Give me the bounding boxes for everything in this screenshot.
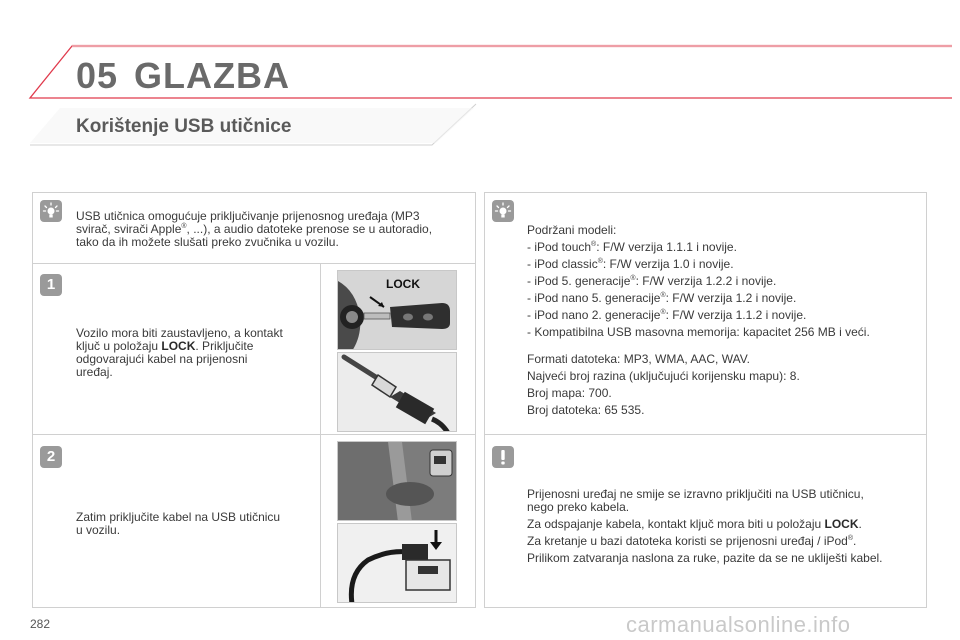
step-1-line-1: Vozilo mora biti zaustavljeno, a kontakt <box>76 326 283 340</box>
intro-line-2a: svirač, svirači Apple <box>76 222 182 236</box>
registered-mark: ® <box>660 292 666 299</box>
usb-socket-illustration <box>337 523 457 603</box>
warning-line-3a: Za odspajanje kabela, kontakt ključ mora biti u položaju <box>527 517 825 531</box>
folders-line: Broj mapa: 700. <box>527 386 612 400</box>
models-item <box>527 275 870 288</box>
step-1-line-3: odgovarajući kabel na prijenosni <box>76 352 248 366</box>
step-1-badge: 1 <box>40 274 62 296</box>
step-2-text <box>76 511 280 537</box>
formats-line: Formati datoteka: MP3, WMA, AAC, WAV. <box>527 352 750 366</box>
models-item <box>527 241 870 254</box>
max-levels-line: Najveći broj razina (uključujući korijensku mapu): 8. <box>527 369 800 383</box>
chapter-number: 05 <box>76 55 119 96</box>
step-2-badge: 2 <box>40 446 62 468</box>
warning-line-4a: Za kretanje u bazi datoteka koristi se prijenosni uređaj / iPod <box>527 534 848 548</box>
usb-socket-drawing <box>338 524 457 603</box>
models-item <box>527 258 870 271</box>
intro-text <box>76 210 432 249</box>
section-title: Korištenje USB utičnice <box>76 116 292 137</box>
chapter-title: GLAZBA <box>134 55 290 96</box>
models-item-mass-storage: - Kompatibilna USB masovna memorija: kapacitet 256 MB i veći. <box>527 325 870 339</box>
warning-line-2: nego preko kabela. <box>527 500 630 514</box>
step-1-lock-word: LOCK <box>161 339 196 353</box>
left-vertical-divider <box>320 263 321 608</box>
models-item-name: - iPod touch <box>527 240 592 254</box>
models-item-name: - iPod nano 5. generacije <box>527 291 661 305</box>
page-number: 282 <box>30 617 51 631</box>
left-divider-1 <box>32 263 476 264</box>
intro-line-1: USB utičnica omogućuje priključivanje prijenosnog uređaja (MP3 <box>76 209 420 223</box>
step-1-line-2a: ključ u položaju <box>76 339 162 353</box>
warning-text <box>527 488 883 565</box>
step-2-line-1: Zatim priključite kabel na USB utičnicu <box>76 510 281 524</box>
warning-badge <box>492 446 514 468</box>
right-divider <box>484 434 927 435</box>
console-usb-illustration <box>337 441 457 521</box>
tip-badge <box>40 200 62 222</box>
step-1-line-2c: . Priključite <box>195 339 254 353</box>
console-drawing <box>338 442 457 521</box>
step-2-line-2: u vozilu. <box>76 523 121 537</box>
warning-line-4b: . <box>853 534 857 548</box>
lightbulb-icon <box>40 200 62 222</box>
models-list <box>527 241 870 322</box>
warning-lock-word: LOCK <box>824 517 859 531</box>
warning-line-4 <box>527 535 883 548</box>
warning-line-3c: . <box>858 517 862 531</box>
models-heading: Podržani modeli: <box>527 223 617 237</box>
models-item-name: - iPod classic <box>527 257 598 271</box>
registered-mark: ® <box>591 241 597 248</box>
files-line: Broj datoteka: 65 535. <box>527 403 645 417</box>
lightbulb-icon <box>492 200 514 222</box>
intro-line-2b: , ...), a audio datoteke prenose se u autoradio, <box>186 222 433 236</box>
registered-mark: ® <box>181 223 187 230</box>
models-item-firmware: : F/W verzija 1.2.2 i novije. <box>635 274 777 288</box>
registered-mark: ® <box>660 309 666 316</box>
registered-mark: ® <box>847 535 854 542</box>
models-item-firmware: : F/W verzija 1.0 i novije. <box>602 257 734 271</box>
models-text <box>527 224 870 417</box>
models-item-firmware: : F/W verzija 1.1.1 i novije. <box>596 240 737 254</box>
watermark: carmanualsonline.info <box>626 612 851 637</box>
lock-label: LOCK <box>386 277 420 291</box>
intro-line-3: tako da ih možete slušati preko zvučnika u vozilu. <box>76 235 339 249</box>
models-item <box>527 309 870 322</box>
models-tip-badge <box>492 200 514 222</box>
models-item-firmware: : F/W verzija 1.2 i novije. <box>665 291 797 305</box>
step-1-line-4: uređaj. <box>76 365 113 379</box>
models-item-name: - iPod 5. generacije <box>527 274 631 288</box>
exclamation-icon <box>492 446 514 468</box>
models-item-name: - iPod nano 2. generacije <box>527 308 661 322</box>
left-divider-2 <box>32 434 476 435</box>
warning-line-1: Prijenosni uređaj ne smije se izravno priključiti na USB utičnicu, <box>527 487 864 501</box>
usb-cable-drawing <box>338 353 457 432</box>
warning-line-5: Prilikom zatvaranja naslona za ruke, pazite da se ne ukliješti kabel. <box>527 551 883 565</box>
warning-line-3 <box>527 518 883 531</box>
models-item-firmware: : F/W verzija 1.1.2 i novije. <box>665 308 807 322</box>
registered-mark: ® <box>630 275 636 282</box>
step-1-text <box>76 327 283 379</box>
registered-mark: ® <box>597 258 603 265</box>
ignition-key-illustration <box>337 270 457 350</box>
models-item <box>527 292 870 305</box>
usb-cable-illustration <box>337 352 457 432</box>
